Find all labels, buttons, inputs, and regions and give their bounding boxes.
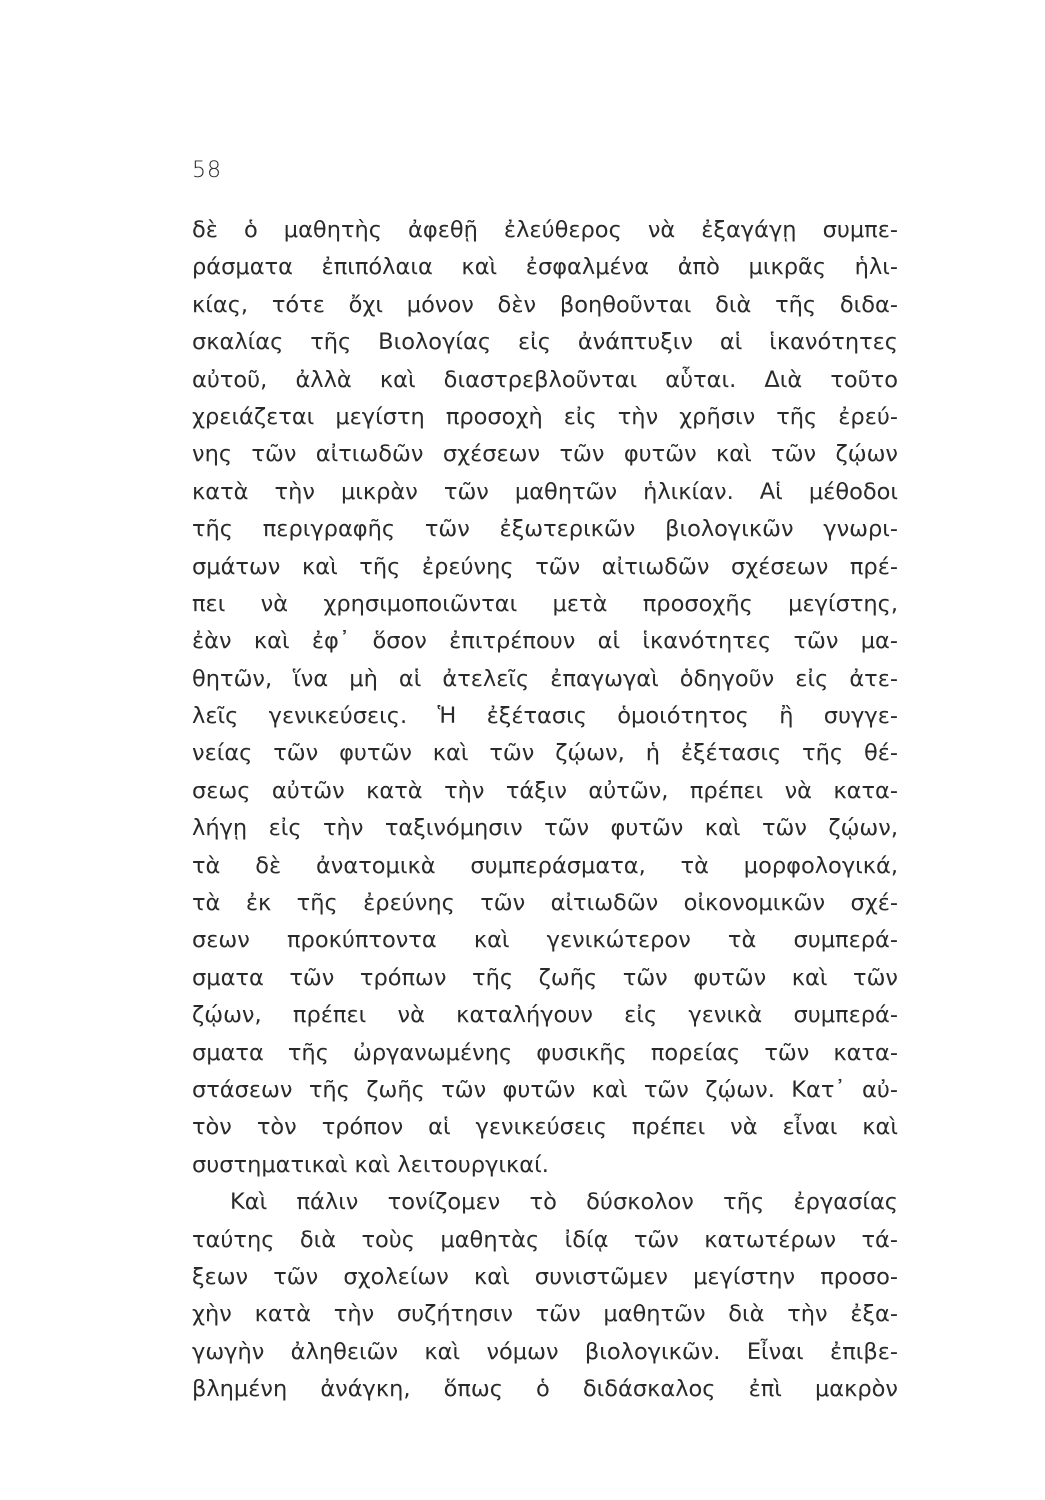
text-line: τῆς περιγραφῆς τῶν ἐξωτερικῶν βιολογικῶν γνωρι- xyxy=(192,516,898,543)
text-line: τὰ ἐκ τῆς ἐρεύνης τῶν αἰτιωδῶν οἰκονομικῶν σχέ- xyxy=(192,890,898,917)
text-line: σμάτων καὶ τῆς ἐρεύνης τῶν αἰτιωδῶν σχέσεων πρέ- xyxy=(192,553,898,580)
text-line: σεως αὐτῶν κατὰ τὴν τάξιν αὐτῶν, πρέπει νὰ κατα- xyxy=(192,777,898,804)
body-text xyxy=(192,212,898,1409)
text-line: κίας, τότε ὄχι μόνον δὲν βοηθοῦνται διὰ τῆς διδα- xyxy=(192,291,898,318)
text-line: σματα τῆς ὠργανωμένης φυσικῆς πορείας τῶν κατα- xyxy=(192,1039,898,1066)
text-line: σκαλίας τῆς Βιολογίας εἰς ἀνάπτυξιν αἱ ἱκανότητες xyxy=(192,329,898,356)
text-line: ταύτης διὰ τοὺς μαθητὰς ἰδίᾳ τῶν κατωτέρων τά- xyxy=(192,1226,898,1253)
text-line: νης τῶν αἰτιωδῶν σχέσεων τῶν φυτῶν καὶ τῶν ζῴων xyxy=(192,441,898,468)
text-line: Καὶ πάλιν τονίζομεν τὸ δύσκολον τῆς ἐργασίας xyxy=(230,1189,898,1216)
text-line: χρειάζεται μεγίστη προσοχὴ εἰς τὴν χρῆσιν τῆς ἐρεύ- xyxy=(192,403,898,430)
text-line: θητῶν, ἵνα μὴ αἱ ἀτελεῖς ἐπαγωγαὶ ὁδηγοῦν εἰς ἀτε- xyxy=(192,665,898,692)
text-line: κατὰ τὴν μικρὰν τῶν μαθητῶν ἡλικίαν. Αἱ μέθοδοι xyxy=(192,478,898,505)
text-line: στάσεων τῆς ζωῆς τῶν φυτῶν καὶ τῶν ζῴων. Κατ᾽ αὐ- xyxy=(192,1076,898,1103)
text-line: βλημένη ἀνάγκη, ὅπως ὁ διδάσκαλος ἐπὶ μακρὸν xyxy=(192,1376,898,1403)
paragraph-1 xyxy=(192,212,898,1184)
text-line: λήγῃ εἰς τὴν ταξινόμησιν τῶν φυτῶν καὶ τῶν ζῴων, xyxy=(192,815,898,842)
text-line: συστηματικαὶ καὶ λειτουργικαί. xyxy=(192,1151,549,1178)
text-line: πει νὰ χρησιμοποιῶνται μετὰ προσοχῆς μεγίστης, xyxy=(192,590,898,617)
text-line: αὐτοῦ, ἀλλὰ καὶ διαστρεβλοῦνται αὗται. Διὰ τοῦτο xyxy=(192,366,898,393)
text-line: ἐὰν καὶ ἐφ᾽ ὅσον ἐπιτρέπουν αἱ ἱκανότητες τῶν μα- xyxy=(192,628,898,655)
text-line: ζῴων, πρέπει νὰ καταλήγουν εἰς γενικὰ συμπερά- xyxy=(192,1002,898,1029)
text-line: λεῖς γενικεύσεις. Ἡ ἐξέτασις ὁμοιότητος ἢ συγγε- xyxy=(192,703,898,730)
text-line: δὲ ὁ μαθητὴς ἀφεθῇ ἐλεύθερος νὰ ἐξαγάγῃ συμπε- xyxy=(192,217,898,243)
text-line: γωγὴν ἀληθειῶν καὶ νόμων βιολογικῶν. Εἶναι ἐπιβε- xyxy=(192,1338,898,1365)
paragraph-2 xyxy=(192,1184,898,1408)
page-number: 58 xyxy=(192,158,222,183)
text-line: χὴν κατὰ τὴν συζήτησιν τῶν μαθητῶν διὰ τὴν ἐξα- xyxy=(192,1301,898,1328)
text-line: σματα τῶν τρόπων τῆς ζωῆς τῶν φυτῶν καὶ τῶν xyxy=(192,964,898,991)
text-line: ράσματα ἐπιπόλαια καὶ ἐσφαλμένα ἀπὸ μικρᾶς ἡλι- xyxy=(192,254,898,281)
text-line: νείας τῶν φυτῶν καὶ τῶν ζῴων, ἡ ἐξέτασις τῆς θέ- xyxy=(192,740,898,767)
text-line: σεων προκύπτοντα καὶ γενικώτερον τὰ συμπερά- xyxy=(192,927,898,954)
text-line: τὰ δὲ ἀνατομικὰ συμπεράσματα, τὰ μορφολογικά, xyxy=(192,852,898,879)
text-line: ξεων τῶν σχολείων καὶ συνιστῶμεν μεγίστην προσο- xyxy=(192,1263,898,1290)
text-line: τὸν τὸν τρόπον αἱ γενικεύσεις πρέπει νὰ εἶναι καὶ xyxy=(192,1114,898,1141)
